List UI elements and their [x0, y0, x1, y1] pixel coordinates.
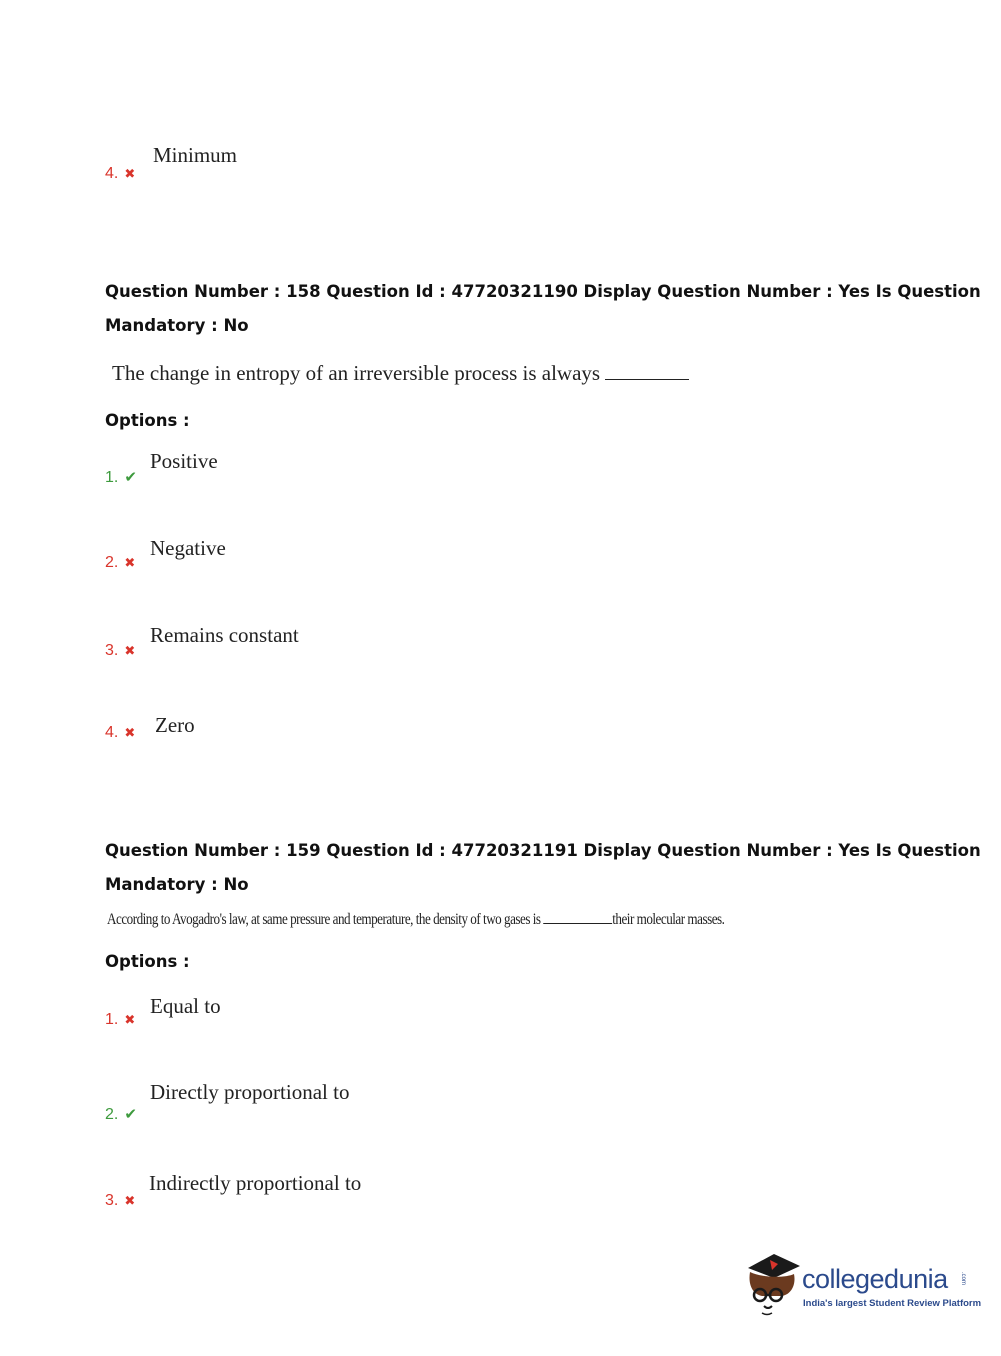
option-number: 2. [105, 1106, 119, 1123]
question-text-tail: their molecular masses. [612, 911, 725, 928]
cross-icon: ✖ [124, 1193, 136, 1208]
option-text: Positive [150, 449, 218, 473]
option-marker [105, 1105, 137, 1124]
option-number: 1. [105, 1011, 119, 1028]
question-text-body: According to Avogadro's law, at same pressure and temperature, the density of two gases is [107, 911, 541, 928]
option-number: 2. [105, 554, 119, 571]
answer-blank [543, 923, 612, 924]
question-text [112, 361, 689, 386]
option-number: 4. [105, 724, 119, 741]
option-marker [105, 724, 135, 742]
option-text: Zero [155, 713, 195, 737]
cross-icon: ✖ [124, 166, 136, 181]
options-label: Options : [105, 952, 190, 971]
option-text: Indirectly proportional to [149, 1171, 362, 1195]
cross-icon: ✖ [124, 1012, 136, 1027]
logo-suffix: .com [960, 1272, 966, 1286]
option-marker [105, 1192, 135, 1210]
options-label: Options : [105, 411, 190, 430]
question-header: Question Number : 159 Question Id : 47720321191 Display Question Number : Yes Is Question [105, 841, 981, 860]
question-text [107, 911, 724, 929]
cross-icon: ✖ [124, 643, 136, 658]
option-text: Remains constant [150, 623, 299, 647]
collegedunia-logo [742, 1250, 982, 1320]
option-text: Negative [150, 536, 226, 560]
option-number: 1. [105, 469, 119, 486]
logo-name: collegedunia [802, 1264, 948, 1294]
question-header: Question Number : 158 Question Id : 47720321190 Display Question Number : Yes Is Question [105, 282, 981, 301]
option-text: Directly proportional to [150, 1080, 350, 1104]
option-marker [105, 554, 135, 572]
option-marker [105, 165, 135, 183]
cross-icon: ✖ [124, 725, 136, 740]
check-icon: ✔ [124, 469, 137, 486]
mascot-icon [742, 1250, 802, 1318]
option-marker [105, 468, 137, 487]
logo-tagline: India's largest Student Review Platform [803, 1298, 982, 1309]
question-text-body: The change in entropy of an irreversible process is always [112, 361, 601, 385]
check-icon: ✔ [124, 1106, 137, 1123]
question-header-mandatory: Mandatory : No [105, 875, 249, 894]
option-number: 3. [105, 1192, 119, 1209]
option-marker [105, 1011, 135, 1029]
answer-blank [605, 379, 689, 380]
option-marker [105, 642, 135, 660]
cross-icon: ✖ [124, 555, 136, 570]
option-text: Minimum [153, 143, 238, 167]
question-header-mandatory: Mandatory : No [105, 316, 249, 335]
option-text: Equal to [150, 994, 221, 1018]
option-number: 3. [105, 642, 119, 659]
option-number: 4. [105, 165, 119, 182]
